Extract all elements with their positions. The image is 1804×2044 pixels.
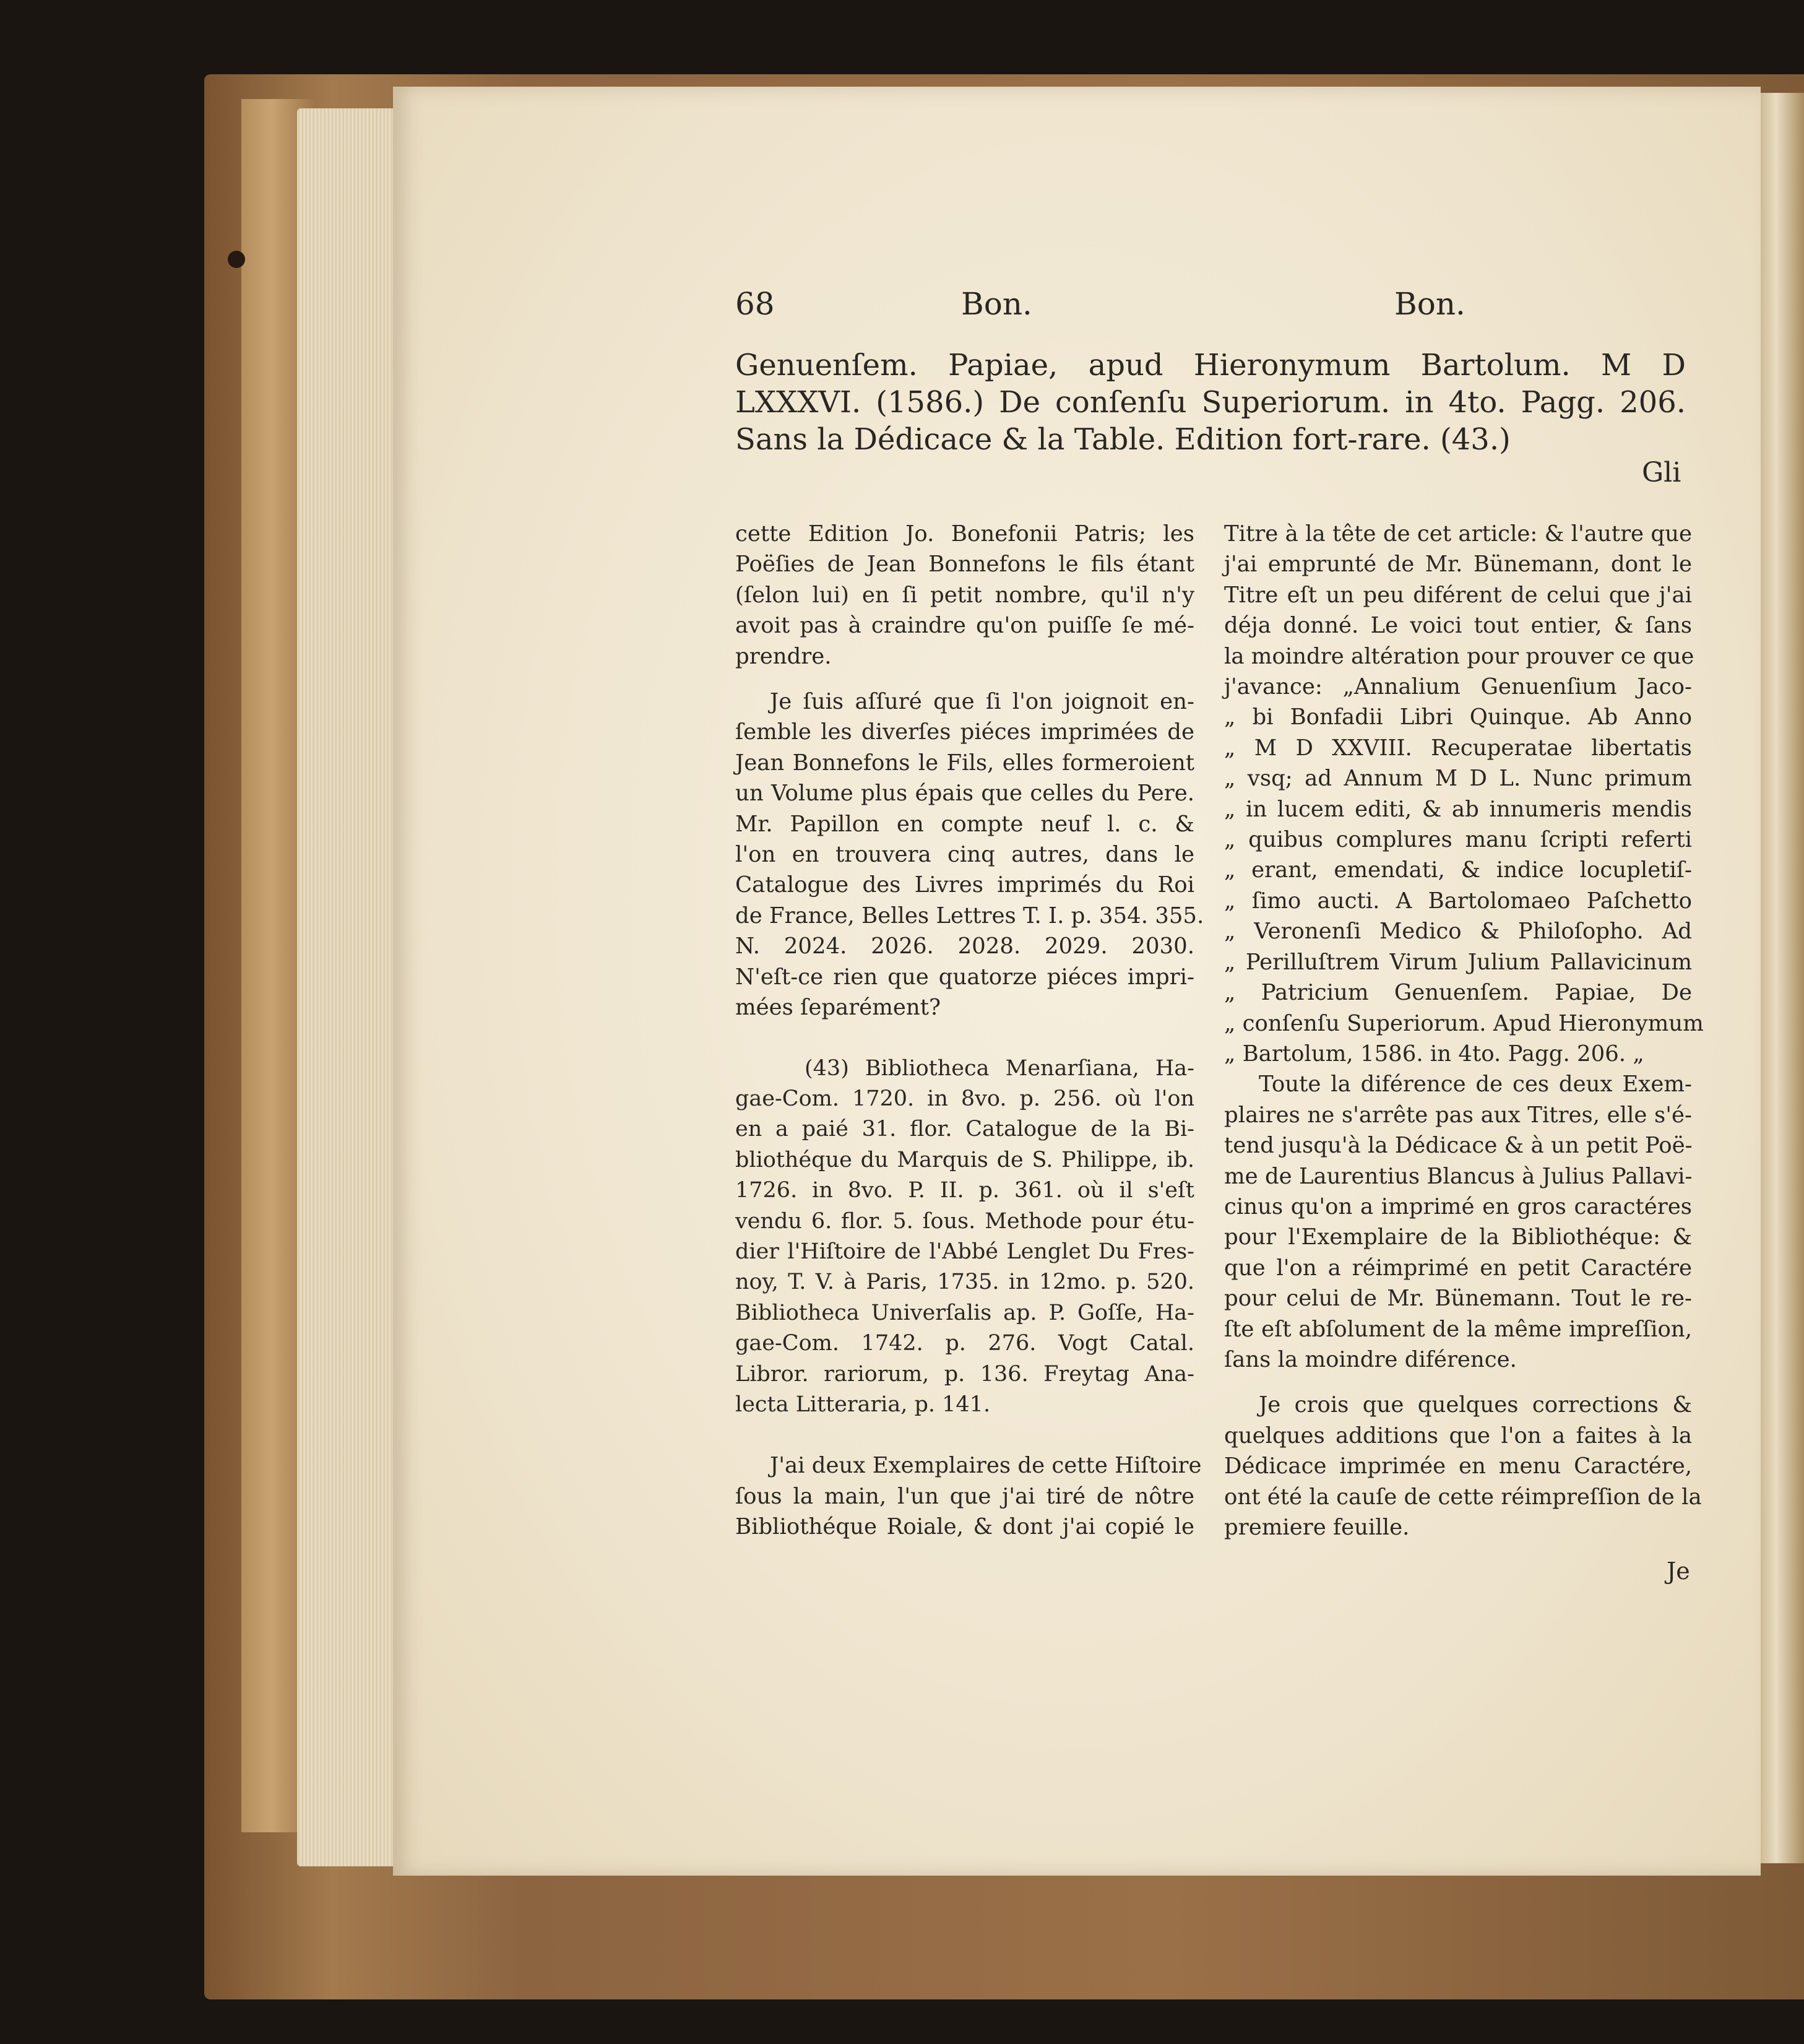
right-column [1224,519,1704,1543]
text-line: „ erant, emendati, & indice locupletiſ- [1224,857,1692,883]
footnote-line: bliothéque du Marquis de S. Philippe, ib. [735,1147,1194,1172]
text-line: ſemble les diverſes piéces imprimées de [735,719,1194,745]
text-line: „ in lucem editi, & ab innumeris mendis [1224,796,1692,822]
text-line: pour celui de Mr. Bünemann. Tout le re- [1224,1286,1692,1312]
text-line: „ Veronenſi Medico & Philoſopho. Ad [1224,919,1692,945]
text-line: plaires ne s'arrête pas aux Titres, elle s'é- [1224,1102,1692,1128]
top-line: Sans la Dédicace & la Table. Edition fort-rare. (43.) [735,422,1511,457]
text-line: Catalogue des Livres imprimés du Roi [735,872,1194,898]
facing-page-edge [1758,93,1804,1863]
text-line: déja donné. Le voici tout entier, & ſans [1224,613,1692,639]
text-line: Titre à la tête de cet article: & l'autre que [1224,521,1692,547]
text-line: que l'on a réimprimé en petit Caractére [1224,1255,1692,1281]
text-line: tend jusqu'à la Dédicace & à un petit Poë- [1224,1133,1693,1159]
text-line: cette Edition Jo. Bonefonii Patris; les [735,521,1194,547]
footnote-line: vendu 6. flor. 5. ſous. Methode pour étu- [735,1208,1194,1234]
footnote-line: gae-Com. 1742. p. 276. Vogt Catal. [735,1331,1194,1356]
text-line: „ Patricium Genuenſem. Papiae, De [1224,980,1692,1006]
text-line: „ bi Bonfadii Libri Quinque. Ab Anno [1224,704,1692,730]
text-line: N. 2024. 2026. 2028. 2029. 2030. [735,933,1194,959]
text-line: Bibliothéque Roiale, & dont j'ai copié le [735,1514,1194,1540]
text-line: pour l'Exemplaire de la Bibliothéque: & [1224,1224,1692,1250]
text-line: de France, Belles Lettres T. I. p. 354. 355. [735,903,1204,929]
footnote-line: lecta Litteraria, p. 141. [735,1392,991,1417]
text-line: la moindre altération pour prouver ce que [1224,643,1694,669]
text-line: N'eſt-ce rien que quatorze piéces impri- [735,964,1194,990]
catchword-top: Gli [1642,457,1681,488]
text-line: me de Laurentius Blancus à Julius Pallavi- [1224,1163,1693,1189]
text-line: ont été la cauſe de cette réimpreſſion de la [1224,1484,1702,1510]
footnote-line: en a paié 31. flor. Catalogue de la Bi- [735,1117,1194,1142]
text-line: Jean Bonnefons le Fils, elles formeroient [735,750,1194,776]
top-continuation-block [735,347,1686,458]
text-line: ſte eſt abſolument de la même impreſſion, [1224,1316,1692,1342]
text-line: quelques additions que l'on a faites à la [1224,1423,1692,1449]
catchword-bottom: Je [1667,1557,1690,1585]
text-line: „ quibus complures manu ſcripti referti [1224,827,1692,853]
footnote-line: gae-Com. 1720. in 8vo. p. 256. où l'on [735,1086,1194,1111]
text-line: Poëſies de Jean Bonnefons le fils étant [735,552,1194,578]
text-line: Mr. Papillon en compte neuf l. c. & [735,811,1194,837]
text-line: premiere feuille. [1224,1515,1410,1540]
text-line: (ſelon lui) en ſi petit nombre, qu'il n'y [735,582,1194,608]
text-line: ſous la main, l'un que j'ai tiré de nôtre [735,1483,1194,1509]
text-line: mées ſeparément? [735,995,941,1021]
text-line: J'ai deux Exemplaires de cette Hiſtoire [770,1453,1202,1479]
text-line: prendre. [735,643,832,669]
text-line: „ M D XXVIII. Recuperatae libertatis [1224,735,1692,761]
text-line: un Volume plus épais que celles du Pere. [735,781,1194,807]
text-line: Dédicace imprimée en menu Caractére, [1224,1453,1692,1479]
text-line: „ ſimo aucti. A Bartolomaeo Paſchetto [1224,888,1692,914]
text-line: cinus qu'on a imprimé en gros caractéres [1224,1193,1692,1219]
text-line: Titre eſt un peu diférent de celui que j'ai [1224,582,1692,608]
text-line: j'ai emprunté de Mr. Bünemann, dont le [1224,552,1692,578]
footnote-line: Bibliotheca Univerſalis ap. P. Goſſe, Ha- [735,1300,1194,1325]
top-line: LXXXVI. (1586.) De conſenſu Superiorum. in 4to. Pagg. 206. [735,385,1686,420]
text-line: Je ſuis aſſuré que ſi l'on joignoit en- [770,689,1194,715]
text-line: avoit pas à craindre qu'on puiſſe ſe mé- [735,613,1194,639]
binding-hole [228,251,245,268]
footnote-line: 1726. in 8vo. P. II. p. 361. où il s'eſt [735,1178,1194,1203]
page-stack-edge [297,108,396,1866]
footnote-line: noy, T. V. à Paris, 1735. in 12mo. p. 520. [735,1270,1194,1295]
text-line: „ Perilluſtrem Virum Julium Pallavicinum [1224,949,1692,975]
text-line: Toute la diférence de ces deux Exem- [1259,1072,1692,1098]
text-line: l'on en trouvera cinq autres, dans le [735,842,1194,868]
running-head-left: Bon. [961,286,1032,322]
text-line: „ Bartolum, 1586. in 4to. Pagg. 206. „ [1224,1041,1644,1067]
text-line: „ conſenſu Superiorum. Apud Hieronymum [1224,1010,1704,1036]
left-column [735,519,1204,1543]
text-line: j'avance: „Annalium Genuenſium Jaco- [1224,674,1692,700]
running-head-right: Bon. [1394,286,1465,322]
text-line: Je crois que quelques corrections & [1259,1392,1692,1418]
footnote-line: (43) Bibliotheca Menarſiana, Ha- [805,1055,1194,1081]
text-line: ſans la moindre diférence. [1224,1346,1517,1372]
top-line: Genuenſem. Papiae, apud Hieronymum Bartolum. M D [735,348,1686,383]
text-line: „ vsq; ad Annum M D L. Nunc primum [1224,766,1692,792]
footnote-line: Libror. rariorum, p. 136. Freytag Ana- [735,1361,1194,1387]
page-number: 68 [735,286,775,322]
footnote-line: dier l'Hiſtoire de l'Abbé Lenglet Du Fres- [735,1239,1194,1264]
